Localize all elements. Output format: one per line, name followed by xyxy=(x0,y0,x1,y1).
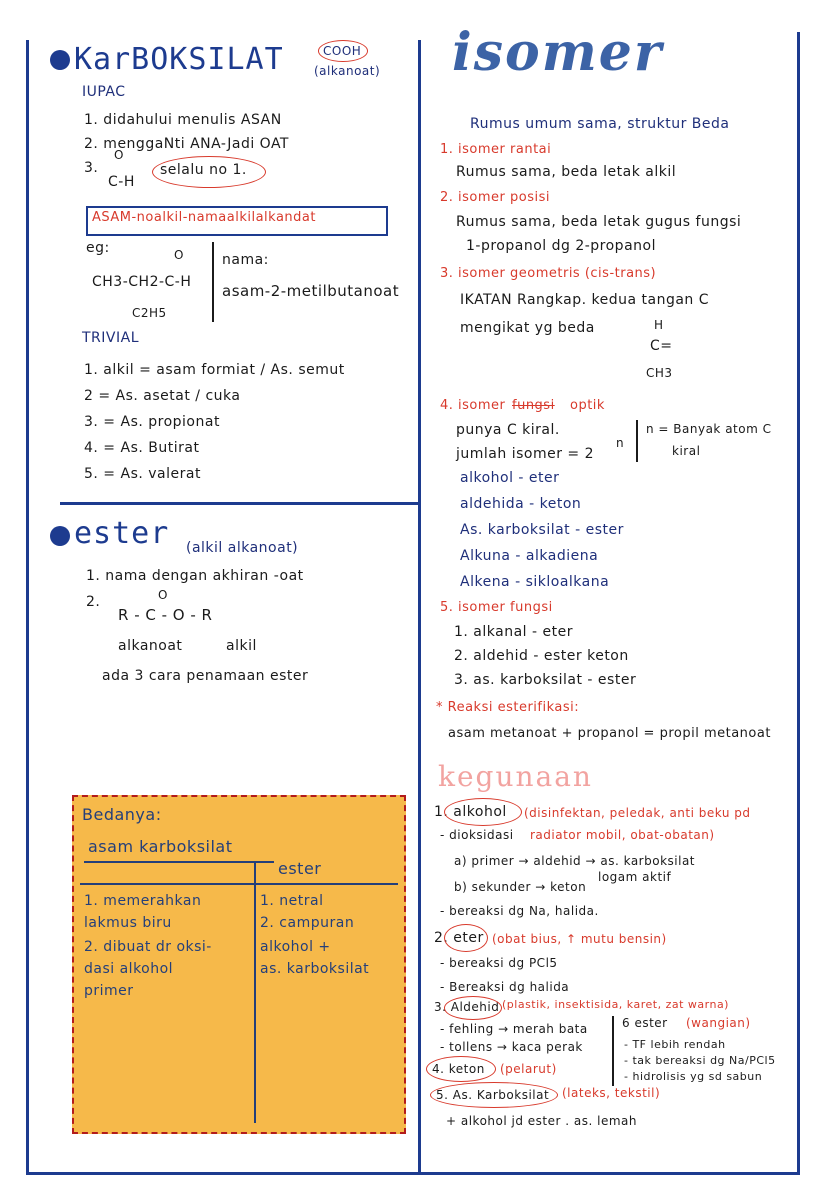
iupac-rule-3-oxygen: O xyxy=(114,148,124,162)
sticky-col1-item-4: dasi alkohol xyxy=(84,961,174,977)
kegunaan-keton-uses: (pelarut) xyxy=(500,1062,557,1076)
isomer-s4-title-b: optik xyxy=(570,398,605,413)
kegunaan-eter-halida: - Bereaksi dg halida xyxy=(440,980,570,994)
kegunaan-alkohol-bereaksi: - bereaksi dg Na, halida. xyxy=(440,904,599,918)
kegunaan-title: kegunaan xyxy=(438,760,593,793)
isomer-s1-text: Rumus sama, beda letak alkil xyxy=(456,164,677,180)
isomer-s3-struct-h: H xyxy=(654,318,664,332)
frame-bottom-line xyxy=(26,1172,800,1175)
ester-structure: R - C - O - R xyxy=(118,606,213,624)
ester-box-divider xyxy=(612,1016,614,1086)
trivial-item-5: 5. = As. valerat xyxy=(84,466,201,482)
sticky-table-hline xyxy=(80,883,398,885)
naming-rule-text: ASAM-noalkil-namaalkilalkandat xyxy=(92,210,316,225)
ester-box-label: 6 ester xyxy=(622,1016,668,1030)
isomer-s3-title: 3. isomer geometris (cis-trans) xyxy=(440,266,657,281)
ester-structure-oxygen: O xyxy=(158,588,168,602)
isomer-s5-item-1: 1. alkanal - eter xyxy=(454,624,573,640)
example-oxygen: O xyxy=(174,248,184,262)
sticky-col1-item-5: primer xyxy=(84,983,134,999)
trivial-item-2: 2 = As. asetat / cuka xyxy=(84,388,241,404)
isomer-s4-note-2: kiral xyxy=(672,444,701,458)
sticky-col2-item-2: 2. campuran xyxy=(260,915,355,931)
isomer-s3-text-2: mengikat yg beda xyxy=(460,320,595,336)
isomer-s4-bracket xyxy=(636,420,638,462)
aldehid-circle-mark xyxy=(444,996,502,1020)
ester-item-1: 1. nama dengan akhiran -oat xyxy=(86,568,304,584)
example-divider-line xyxy=(212,242,214,322)
isomer-subtitle: Rumus umum sama, struktur Beda xyxy=(470,116,730,132)
kegunaan-karboksilat-note: + alkohol jd ester . as. lemah xyxy=(446,1114,637,1128)
reaksi-esterifikasi-title: * Reaksi esterifikasi: xyxy=(436,700,580,715)
kegunaan-alkohol-primer: a) primer → aldehid → as. karboksilat xyxy=(454,854,695,868)
kegunaan-logam-aktif: logam aktif xyxy=(598,870,672,884)
isomer-title: isomer xyxy=(452,22,664,83)
ester-naming-text: ada 3 cara penamaan ester xyxy=(102,668,309,684)
iupac-rule-1: 1. didahului menulis ASAN xyxy=(84,112,282,128)
frame-right-line xyxy=(797,32,800,1175)
sticky-col1-header: asam karboksilat xyxy=(88,837,233,856)
keton-circle-mark xyxy=(426,1056,496,1082)
ester-title: ester xyxy=(74,516,170,551)
isomer-s2-example: 1-propanol dg 2-propanol xyxy=(466,238,656,254)
sticky-col1-item-1: 1. memerahkan xyxy=(84,893,202,909)
iupac-rule-3-text: selalu no 1. xyxy=(160,162,247,178)
ester-subtitle: (alkil alkanoat) xyxy=(186,540,299,556)
ester-box-item-1: - TF lebih rendah xyxy=(624,1038,726,1051)
ester-bullet-dot xyxy=(50,526,70,546)
kegunaan-aldehid-tollens: - tollens → kaca perak xyxy=(440,1040,583,1054)
kegunaan-karboksilat-uses: (lateks, tekstil) xyxy=(562,1086,661,1100)
isomer-s5-title: 5. isomer fungsi xyxy=(440,600,553,615)
sticky-note xyxy=(72,795,406,1134)
isomer-s4-pair-2: aldehida - keton xyxy=(460,496,582,512)
sticky-col1-item-2: lakmus biru xyxy=(84,915,172,931)
selalu-no1-circle-mark xyxy=(152,156,266,188)
frame-middle-line xyxy=(418,40,421,1175)
karboksilat-circle-mark xyxy=(430,1082,558,1108)
ester-label-alkanoat: alkanoat xyxy=(118,638,183,654)
isomer-s5-item-3: 3. as. karboksilat - ester xyxy=(454,672,637,688)
example-name-label: nama: xyxy=(222,252,269,268)
kegunaan-aldehid-uses: (plastik, insektisida, karet, zat warna) xyxy=(502,998,729,1011)
isomer-s4-pair-3: As. karboksilat - ester xyxy=(460,522,624,538)
iupac-label: IUPAC xyxy=(82,84,126,100)
kegunaan-alkohol-sekunder: b) sekunder → keton xyxy=(454,880,587,894)
isomer-s4-title-a: 4. isomer xyxy=(440,398,506,413)
ester-box-item-2: - tak bereaksi dg Na/PCl5 xyxy=(624,1054,776,1067)
kegunaan-alkohol-dioksidasi: - dioksidasi xyxy=(440,828,514,842)
karboksilat-title: KarBOKSILAT xyxy=(74,42,284,77)
sticky-col2-item-3: alkohol + xyxy=(260,939,331,955)
trivial-label: TRIVIAL xyxy=(82,330,139,346)
example-formula: CH3-CH2-C-H xyxy=(92,274,192,290)
kegunaan-eter-uses: (obat bius, ↑ mutu bensin) xyxy=(492,932,667,946)
iupac-rule-3-number: 3. xyxy=(84,160,99,176)
kegunaan-aldehid-label: 3. Aldehid xyxy=(434,1000,500,1014)
isomer-s4-title-strike: fungsi xyxy=(512,398,555,413)
isomer-s3-text-1: IKATAN Rangkap. kedua tangan C xyxy=(460,292,710,308)
reaksi-esterifikasi-text: asam metanoat + propanol = propil metanoat xyxy=(448,726,771,741)
isomer-s4-note-1: n = Banyak atom C xyxy=(646,422,772,436)
kegunaan-alkohol-label: 1. alkohol xyxy=(434,804,507,820)
isomer-s2-title: 2. isomer posisi xyxy=(440,190,550,205)
example-label: eg: xyxy=(86,240,110,256)
trivial-item-1: 1. alkil = asam formiat / As. semut xyxy=(84,362,345,378)
sticky-col2-item-1: 1. netral xyxy=(260,893,324,909)
isomer-s3-struct-ch3: CH3 xyxy=(646,366,673,380)
isomer-s1-title: 1. isomer rantai xyxy=(440,142,552,157)
karboksilat-cooh-label: COOH xyxy=(323,44,362,58)
karboksilat-bullet-dot xyxy=(50,50,70,70)
trivial-item-3: 3. = As. propionat xyxy=(84,414,220,430)
isomer-s2-text: Rumus sama, beda letak gugus fungsi xyxy=(456,214,742,230)
kegunaan-eter-label: 2. eter xyxy=(434,930,484,946)
ester-box-item-3: - hidrolisis yg sd sabun xyxy=(624,1070,763,1083)
alkohol-circle-mark xyxy=(444,798,522,826)
sticky-col1-item-3: 2. dibuat dr oksi- xyxy=(84,939,212,955)
isomer-s5-item-2: 2. aldehid - ester keton xyxy=(454,648,629,664)
karboksilat-alkanoat-label: (alkanoat) xyxy=(314,64,381,78)
sticky-title: Bedanya: xyxy=(82,805,162,824)
example-branch: C2H5 xyxy=(132,306,167,320)
eter-circle-mark xyxy=(444,924,488,952)
sticky-col2-header: ester xyxy=(278,859,322,878)
ester-item-2-number: 2. xyxy=(86,594,101,610)
isomer-s4-text-1: punya C kiral. xyxy=(456,422,560,438)
sticky-header-underline xyxy=(84,861,274,863)
sticky-table-vline xyxy=(254,863,256,1123)
iupac-rule-2: 2. menggaNti ANA-Jadi OAT xyxy=(84,136,289,152)
section-divider-line xyxy=(60,502,420,505)
ester-label-alkil: alkil xyxy=(226,638,257,654)
kegunaan-keton-label: 4. keton xyxy=(432,1062,485,1076)
cooh-circle-mark xyxy=(318,40,368,62)
example-name: asam-2-metilbutanoat xyxy=(222,282,400,300)
kegunaan-aldehid-fehling: - fehling → merah bata xyxy=(440,1022,588,1036)
isomer-s4-exponent: n xyxy=(616,436,625,450)
isomer-s4-text-2: jumlah isomer = 2 xyxy=(456,446,594,462)
kegunaan-alkohol-uses: (disinfektan, peledak, anti beku pd xyxy=(524,806,751,820)
kegunaan-karboksilat-label: 5. As. Karboksilat xyxy=(436,1088,550,1102)
iupac-rule-3-structure: C-H xyxy=(108,174,135,190)
ester-box-uses: (wangian) xyxy=(686,1016,751,1030)
trivial-item-4: 4. = As. Butirat xyxy=(84,440,200,456)
kegunaan-eter-pcl5: - bereaksi dg PCl5 xyxy=(440,956,558,970)
kegunaan-alkohol-uses-2: radiator mobil, obat-obatan) xyxy=(530,828,715,842)
sticky-col2-item-4: as. karboksilat xyxy=(260,961,370,977)
isomer-s4-pair-4: Alkuna - alkadiena xyxy=(460,548,599,564)
frame-left-line xyxy=(26,40,29,1175)
isomer-s4-pair-5: Alkena - sikloalkana xyxy=(460,574,610,590)
isomer-s4-pair-1: alkohol - eter xyxy=(460,470,560,486)
isomer-s3-struct-c: C= xyxy=(650,338,673,354)
